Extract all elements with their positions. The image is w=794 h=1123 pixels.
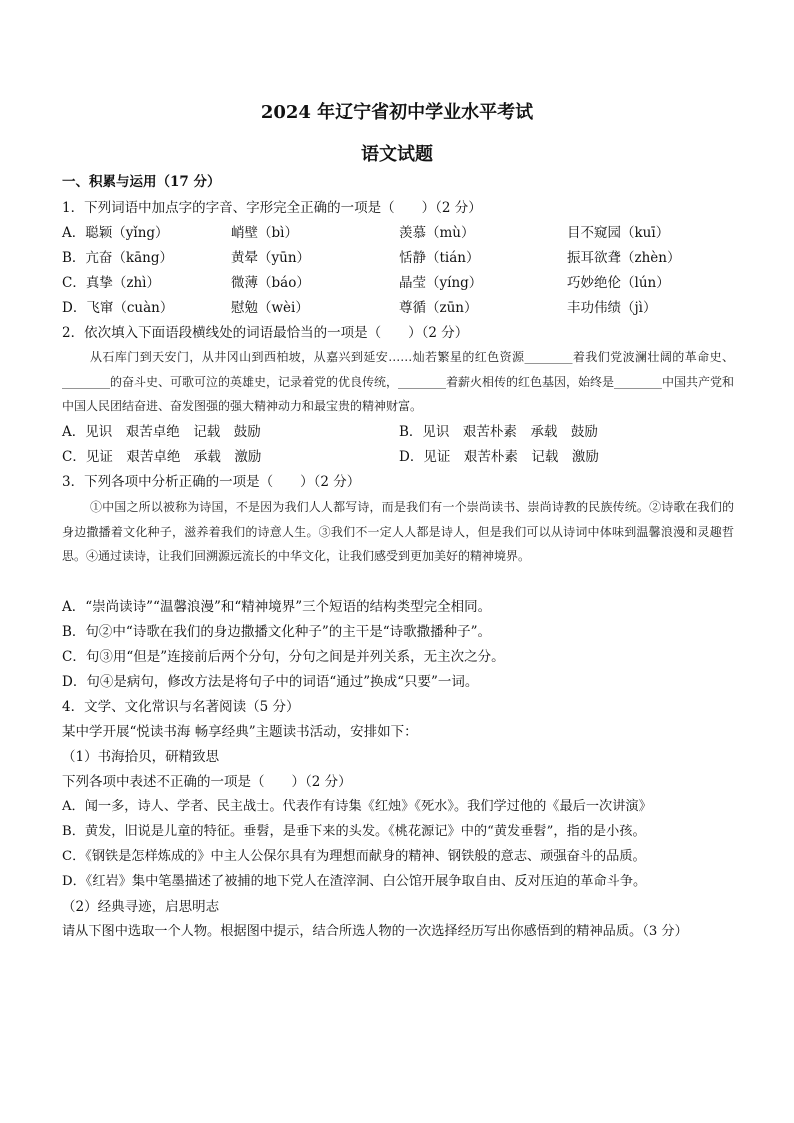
q2-options-row-1 bbox=[0, 420, 794, 444]
q4-part1-option-d: D．《红岩》集中笔墨描述了被捕的地下党人在渣滓洞、白公馆开展争取自由、反对压迫的革命斗争。 bbox=[62, 874, 647, 889]
q1-a-word-2: 峭壁（bì） bbox=[231, 225, 298, 241]
exam-title: 2024 年辽宁省初中学业水平考试 bbox=[260, 102, 534, 123]
q3-option-a: A．“崇尚读诗”“温馨浪漫”和“精神境界”三个短语的结构类型完全相同。 bbox=[62, 599, 492, 615]
q1-d-word-1: D．飞窜（cuàn） bbox=[62, 300, 174, 316]
q2-option-c: C．见证 艰苦卓绝 承载 激励 bbox=[62, 449, 262, 465]
q1-b-word-3: 恬静（tián） bbox=[399, 250, 480, 266]
q1-a-word-4: 目不窥园（kuī） bbox=[567, 225, 670, 241]
q1-option-row-d bbox=[0, 296, 794, 320]
q1-b-word-4: 振耳欲聋（zhèn） bbox=[567, 250, 681, 266]
q1-stem: 1．下列词语中加点字的字音、字形完全正确的一项是（ ）（2 分） bbox=[62, 200, 482, 216]
q4-part1-option-b: B．黄发，旧说是儿童的特征。垂髫，是垂下来的头发。《桃花源记》中的“黄发垂髫”，指的是小孩。 bbox=[62, 824, 646, 839]
q4-part2-title: （2）经典寻迹，启思明志 bbox=[62, 899, 220, 915]
q4-part2-stem: 请从下图中选取一个人物。根据图中提示，结合所选人物的一次选择经历写出你感悟到的精神品质。（3 分） bbox=[62, 924, 688, 939]
exam-subtitle: 语文试题 bbox=[361, 144, 433, 165]
section-heading: 一、积累与运用（17 分） bbox=[62, 174, 221, 190]
q2-option-a: A．见识 艰苦卓绝 记载 鼓励 bbox=[62, 424, 261, 440]
q1-d-word-2: 慰勉（wèi） bbox=[231, 300, 309, 316]
q2-options-row-2 bbox=[0, 445, 794, 469]
q1-b-word-2: 黄晕（yūn） bbox=[231, 250, 311, 266]
q1-c-word-1: C．真挚（zhì） bbox=[62, 275, 160, 291]
q1-option-row-b bbox=[0, 246, 794, 270]
q1-c-word-2: 微薄（báo） bbox=[231, 275, 310, 291]
q2-option-b: B．见识 艰苦朴素 承载 鼓励 bbox=[399, 424, 598, 440]
q1-option-row-a bbox=[0, 221, 794, 245]
q3-stem: 3．下列各项中分析正确的一项是（ ）（2 分） bbox=[62, 474, 361, 490]
q4-part1-stem: 下列各项中表述不正确的一项是（ ）（2 分） bbox=[62, 774, 352, 790]
q4-part1-title: （1）书海拾贝，研精致思 bbox=[62, 749, 220, 765]
q1-c-word-4: 巧妙绝伦（lún） bbox=[567, 275, 670, 291]
q3-option-d: D．句④是病句，修改方法是将句子中的词语“通过”换成“只要”一词。 bbox=[62, 674, 479, 690]
q2-passage-text: 从石库门到天安门，从井冈山到西柏坡，从嘉兴到延安……灿若繁星的红色资源________着我们党波澜壮阔的革命史、________的奋斗史、可歌可泣的英雄史，记录着党的优良传统，________着薪火相传的红色基因，始终是________中国共产党和中国人民团结奋进、奋发图强的强大精神动力和最宝贵的精神财富。 bbox=[62, 350, 735, 413]
q4-part1-option-a: A．闻一多，诗人、学者、民主战士。代表作有诗集《红烛》《死水》。我们学过他的《最后一次讲演》 bbox=[62, 799, 652, 814]
q4-stem: 4．文学、文化常识与名著阅读（5 分） bbox=[62, 699, 300, 715]
q1-b-word-1: B．亢奋（kāng） bbox=[62, 250, 173, 266]
q1-d-word-4: 丰功伟绩（jì） bbox=[567, 300, 657, 316]
q4-intro: 某中学开展“悦读书海 畅享经典”主题读书活动，安排如下： bbox=[62, 724, 418, 740]
q1-option-row-c bbox=[0, 271, 794, 295]
q3-option-c: C．句③用“但是”连接前后两个分句，分句之间是并列关系，无主次之分。 bbox=[62, 649, 505, 665]
q2-option-d: D．见证 艰苦朴素 记载 激励 bbox=[399, 449, 599, 465]
q1-d-word-3: 尊循（zūn） bbox=[399, 300, 478, 316]
q1-a-word-3: 羡慕（mù） bbox=[399, 225, 475, 241]
q2-passage bbox=[62, 345, 734, 419]
q2-stem: 2．依次填入下面语段横线处的词语最恰当的一项是（ ）（2 分） bbox=[62, 325, 469, 341]
q1-c-word-3: 晶莹（yíng） bbox=[399, 275, 483, 291]
q1-a-word-1: A．聪颖（yǐng） bbox=[62, 225, 169, 241]
q3-option-b: B．句②中“诗歌在我们的身边撒播文化种子”的主干是“诗歌撒播种子”。 bbox=[62, 624, 492, 640]
q3-passage: ①中国之所以被称为诗国，不是因为我们人人都写诗，而是我们有一个崇尚读书、崇尚诗教的民族传统。②诗歌在我们的身边撒播着文化种子，滋养着我们的诗意人生。③我们不一定人人都是诗人，但是我们可以从诗词中体味到温馨浪漫和灵趣哲思。④通过读诗，让我们回溯源远流长的中华文化，让我们感受到更加美好的精神境界。 bbox=[62, 500, 734, 563]
q4-part1-option-c: C．《钢铁是怎样炼成的》中主人公保尔具有为理想而献身的精神、钢铁般的意志、顽强奋斗的品质。 bbox=[62, 849, 646, 864]
